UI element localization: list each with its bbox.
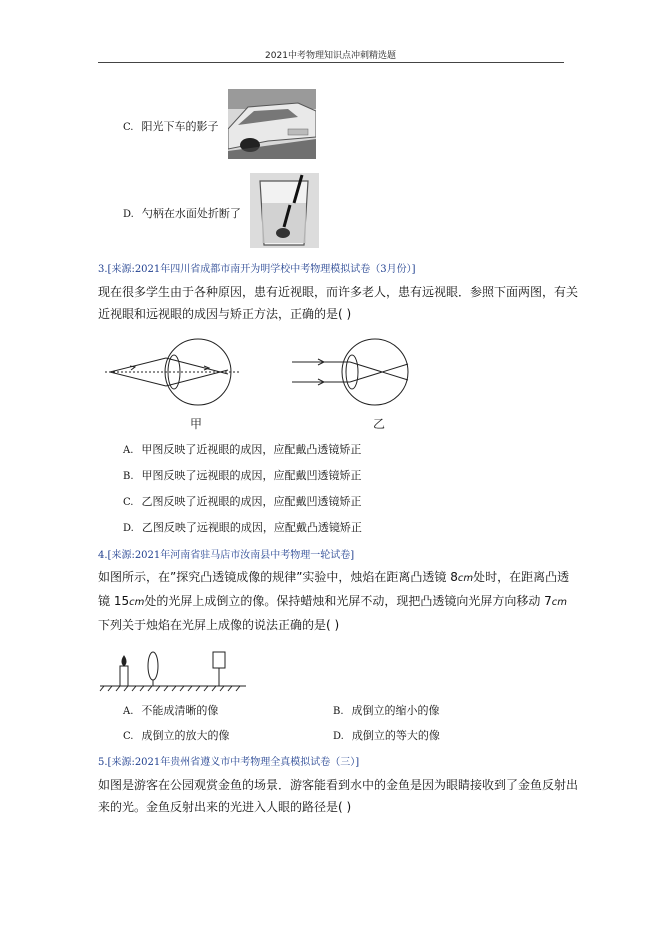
- question-number: 4.: [98, 550, 108, 561]
- option-label: A.: [123, 706, 134, 717]
- q2-option-d: [123, 205, 241, 221]
- option-label: C.: [123, 731, 134, 742]
- q3-option-a: [123, 441, 361, 457]
- candle-flame: [122, 656, 126, 666]
- bench-hatching: [100, 686, 240, 691]
- light-screen: [213, 652, 225, 668]
- q4-stem: [98, 566, 569, 636]
- q3-stem-line: 近视眼和远视眼的成因与矫正方法，正确的是( ): [98, 307, 352, 321]
- question-source: [来源:2021年贵州省遵义市中考物理全真模拟试卷（三）]: [107, 757, 360, 768]
- q4-option-b: [333, 702, 440, 718]
- eye-diagram-yi: [292, 339, 408, 405]
- q4-stem-line-3: 下列关于烛焰在光屏上成像的说法正确的是( ): [98, 618, 340, 632]
- option-text: 成倒立的缩小的像: [351, 704, 440, 717]
- question-source: [来源:2021年四川省成都市南开为明学校中考物理模拟试卷（3月份）]: [107, 264, 416, 275]
- q3-option-b: [123, 467, 362, 483]
- option-label: D.: [333, 731, 344, 742]
- option-text: 成倒立的放大的像: [141, 729, 230, 742]
- page-header-title: 2021中考物理知识点冲刺精选题: [265, 51, 396, 61]
- q5-stem-line: 如图是游客在公园观赏金鱼的场景．游客能看到水中的金鱼是因为眼睛接收到了金鱼反射出: [98, 778, 579, 792]
- question-number: 5.: [98, 757, 108, 768]
- spoon-in-glass-photo: [250, 173, 319, 248]
- option-text: 甲图反映了近视眼的成因，应配戴凸透镜矫正: [141, 443, 362, 456]
- car-shadow-photo: [228, 89, 316, 159]
- q3-option-c: [123, 493, 361, 509]
- q4-stem-line-1: 如图所示，在”探究凸透镜成像的规律”实验中，烛焰在距离凸透镜 8cm处时，在距离凸透: [98, 570, 570, 584]
- option-label: D.: [123, 209, 134, 220]
- q5-source: [98, 753, 359, 768]
- q4-source: [98, 546, 354, 561]
- eye-diagrams: [100, 336, 420, 434]
- option-text: 成倒立的等大的像: [351, 729, 440, 742]
- option-label: B.: [333, 706, 344, 717]
- option-text: 不能成清晰的像: [141, 704, 219, 717]
- q2-option-c: [123, 118, 218, 134]
- figure-label-yi: 乙: [373, 417, 386, 431]
- q5-stem-line: 来的光。金鱼反射出来的光进入人眼的路径是( ): [98, 800, 352, 814]
- header-divider: [98, 62, 564, 63]
- option-text: 阳光下车的影子: [141, 120, 219, 133]
- candle: [120, 666, 128, 686]
- option-label: A.: [123, 445, 134, 456]
- eye-diagram-jia: [105, 339, 240, 405]
- q5-stem: [98, 774, 578, 818]
- option-text: 勺柄在水面处折断了: [141, 207, 241, 220]
- question-source: [来源:2021年河南省驻马店市汝南县中考物理一轮试卷]: [107, 550, 355, 561]
- option-label: B.: [123, 471, 134, 482]
- option-label: C.: [123, 497, 134, 508]
- option-text: 乙图反映了近视眼的成因，应配戴凹透镜矫正: [141, 495, 362, 508]
- option-label: D.: [123, 523, 134, 534]
- option-text: 甲图反映了远视眼的成因，应配戴凹透镜矫正: [141, 469, 362, 482]
- q4-option-c: [123, 727, 229, 743]
- q4-option-d: [333, 727, 440, 743]
- q3-stem: [98, 281, 578, 325]
- figure-label-jia: 甲: [190, 417, 203, 431]
- q3-source: [98, 260, 416, 275]
- q4-stem-line-2: 镜 15cm处的光屏上成倒立的像。保持蜡烛和光屏不动，现把凸透镜向光屏方向移动 7cm: [98, 594, 568, 608]
- q4-option-a: [123, 702, 218, 718]
- option-label: C.: [123, 122, 134, 133]
- q3-option-d: [123, 519, 362, 535]
- question-number: 3.: [98, 264, 108, 275]
- q3-stem-line: 现在很多学生由于各种原因，患有近视眼，而许多老人，患有远视眼．参照下面两图，有关: [98, 285, 579, 299]
- convex-lens: [148, 652, 158, 680]
- optical-bench-diagram: [98, 644, 248, 694]
- option-text: 乙图反映了远视眼的成因，应配戴凸透镜矫正: [141, 521, 362, 534]
